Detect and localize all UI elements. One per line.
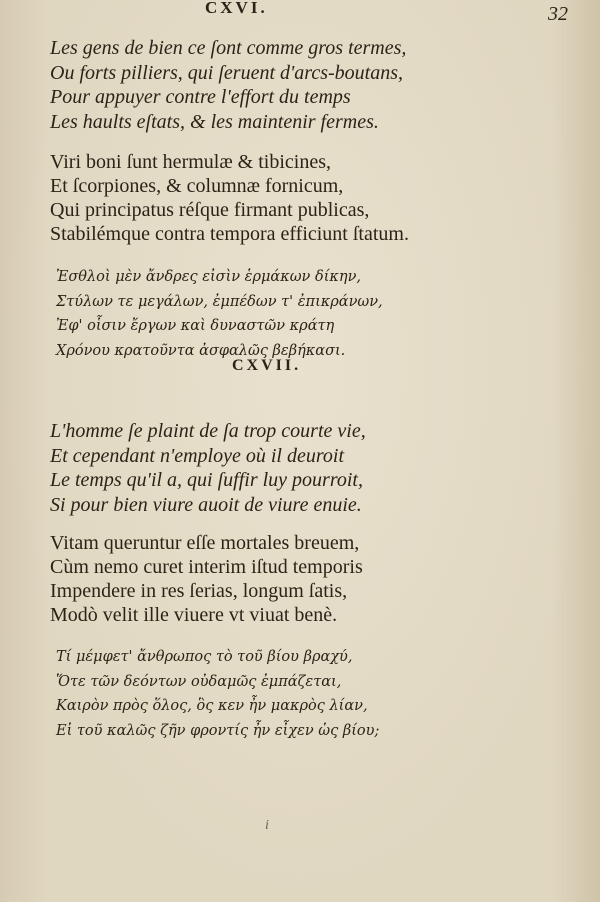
section-header-title: CXVI. — [205, 0, 268, 17]
verse-line: Le temps qu'il a, qui ſuffir luy pourroit, — [50, 469, 363, 491]
verse-line: Ou forts pilliers, qui ſeruent d'arcs-boutans, — [50, 61, 403, 84]
stanza-latin-2 — [50, 531, 363, 627]
stanza-french-2 — [50, 419, 366, 517]
verse-line: Vitam queruntur eſſe mortales breuem, — [50, 532, 360, 554]
page-number: 32 — [548, 3, 568, 25]
verse-line: Εἰ τοῦ καλῶς ζῆν φροντίς ἦν εἶχεν ὡς βίου; — [56, 722, 380, 739]
verse-line: Στύλων τε μεγάλων, ἐμπέδων τ' ἐπικράνων, — [56, 293, 383, 310]
verse-line: Τί μέμφετ' ἄνθρωπος τὸ τοῦ βίου βραχύ, — [56, 649, 353, 665]
stanza-greek-1 — [56, 265, 383, 363]
verse-line: Χρόνου κρατοῦντα ἀσφαλῶς βεβήκασι. — [56, 342, 346, 359]
verse-line: Et cependant n'employe où il deuroit — [50, 444, 345, 467]
verse-line: Modò velit ille viuere vt viuat benè. — [50, 604, 338, 626]
verse-line: Ἐσθλοὶ μὲν ἄνδρες εἰσὶν ἑρμάκων δίκην, — [56, 269, 361, 285]
footer-mark: i — [265, 818, 269, 833]
stanza-french-1 — [50, 36, 406, 134]
verse-line: Qui principatus réſque firmant publicas, — [50, 199, 370, 221]
verse-line: Stabilémque contra tempora efficiunt ſtatum. — [50, 223, 409, 245]
verse-line: Les gens de bien ce ſont comme gros termes, — [50, 37, 407, 59]
verse-line: Ὅτε τῶν δεόντων οὐδαμῶς ἐμπάζεται, — [56, 673, 342, 690]
stanza-latin-1 — [50, 150, 409, 246]
verse-line: Ἐφ' οἷσιν ἔργων καὶ δυναστῶν κράτη — [56, 318, 335, 334]
verse-line: Si pour bien viure auoit de viure enuie. — [50, 493, 362, 516]
verse-line: Impendere in res ſerias, longum ſatis, — [50, 580, 348, 602]
verse-line: Cùm nemo curet interim iſtud temporis — [50, 556, 363, 578]
verse-line: Viri boni ſunt hermulæ & tibicines, — [50, 151, 331, 173]
section-number: CXVII. — [232, 357, 302, 374]
stanza-greek-2 — [56, 645, 379, 743]
verse-line: Et ſcorpiones, & columnæ fornicum, — [50, 175, 344, 197]
verse-line: L'homme ſe plaint de ſa trop courte vie, — [50, 420, 366, 442]
verse-line: Pour appuyer contre l'effort du temps — [50, 86, 351, 108]
verse-line: Καιρὸν πρὸς ὅλος, ὃς κεν ἦν μακρὸς λίαν, — [56, 698, 368, 714]
verse-line: Les haults eſtats, & les maintenir fermes. — [50, 110, 379, 133]
